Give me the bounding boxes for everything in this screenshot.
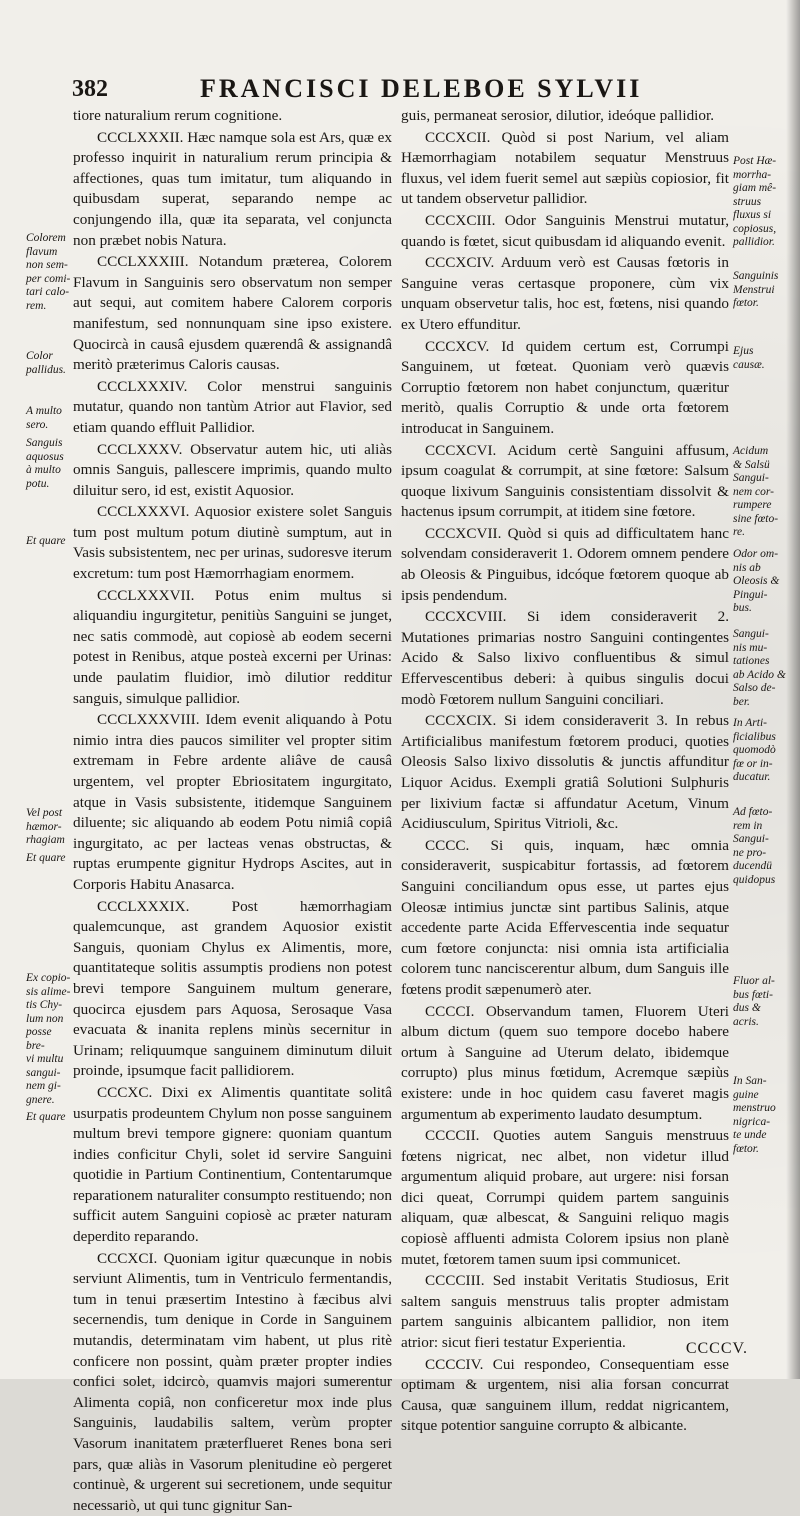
margin-note-line: rem. (26, 299, 47, 312)
page-header (72, 74, 732, 110)
margin-note-line: In San- (733, 1075, 767, 1087)
paragraph-p400: CCCC. Si quis, inquam, hæc omnia consideraverit, suspicabitur fortassis, ad fœtorem Sanguini conciliandum opus esse, ut partes ejus Oleosæ intimius junctæ sint partibus Salinis, atque accedente parte Acida Effervescentia inde sequatur cum fœtore conjuncta: nisi omnia ista artificialia colorem tunc nanciscerentur album, dum Sanguis ille fœtens prodit sæpenumerò ater. (401, 836, 729, 998)
margin-note-r8 (733, 806, 775, 887)
paragraph-p401: CCCCI. Observandum tamen, Fluorem Uteri album dictum (quem suo tempore docebo habere ortum à Sanguine ad Uterum delato, ibidemque corrupto) plus minus fœtidum, Acremque sæpiùs existere: unde in hoc quidem casu faveret magis argumentum ab experimento laudato desumptum. (401, 1002, 729, 1123)
margin-note-r1 (733, 155, 776, 250)
margin-note-line: per comi- (26, 272, 71, 285)
margin-note-line: Et quare (26, 535, 66, 547)
margin-note-line: Et quare (26, 1111, 66, 1123)
page-gutter-shadow (786, 0, 800, 1379)
margin-note-line: fœ or in- (733, 757, 773, 770)
margin-note-n3 (26, 405, 62, 432)
margin-note-r5 (733, 548, 779, 616)
margin-note-line: aquosus (26, 450, 64, 463)
margin-note-line: Ad fœto- (733, 806, 773, 818)
margin-note-line: ficialibus (733, 730, 776, 743)
margin-note-line: morrha- (733, 168, 772, 181)
margin-note-line: Menstrui (733, 283, 775, 296)
margin-note-line: rem in (733, 819, 763, 832)
continued-paragraph: guis, permaneat serosior, dilutior, ideóque pallidior. (401, 107, 715, 124)
margin-note-line: Et quare (26, 852, 66, 864)
margin-note-line: Fluor al- (733, 975, 775, 987)
margin-note-line: dus & (733, 1002, 761, 1014)
margin-note-line: re. (733, 526, 746, 538)
paragraph-p384: CCCLXXXIV. Color menstrui sanguinis mutatur, quando non tantùm Atrior aut Flavior, sed etiam quando effluit Pallidior. (73, 377, 392, 436)
margin-note-n9 (26, 1111, 66, 1125)
margin-note-line: nis ab (733, 561, 761, 574)
margin-note-line: acris. (733, 1015, 759, 1028)
right-text-column (401, 106, 729, 1437)
margin-note-line: Oleosis & (733, 575, 780, 587)
paragraph-p393: CCCXCIII. Odor Sanguinis Menstrui mutatur, quando is fœtet, sicut quibusdam id aliquando evenit. (401, 211, 729, 250)
margin-note-line: Ex copio- (26, 972, 71, 984)
margin-note-line: posse bre- (26, 1026, 52, 1052)
paragraph-p382: CCCLXXXII. Hæc namque sola est Ars, quæ ex professo inquirit in naturalium rerum principia & affectiones, quas tum imitatur, tum aliquando in quibusdam superat, separando nempe ac conjungendo illa, quæ ita separata, vel conjuncta non præbet nobis Natura. (73, 128, 392, 249)
margin-note-line: ab Acido & (733, 668, 786, 681)
margin-note-line: tari calo- (26, 286, 70, 298)
margin-note-line: Sangui- (733, 833, 769, 845)
margin-note-line: bus. (733, 602, 752, 614)
margin-note-n5 (26, 535, 66, 549)
margin-note-line: Post Hæ- (733, 155, 777, 167)
margin-note-r9 (733, 975, 775, 1029)
page-number: 382 (72, 76, 108, 102)
margin-note-line: fœtor. (733, 297, 759, 309)
margin-note-line: struus (733, 195, 762, 208)
margin-note-line: Sangui- (733, 628, 769, 640)
margin-note-line: Salso de- (733, 682, 776, 694)
margin-note-line: In Arti- (733, 717, 767, 729)
margin-note-r2 (733, 270, 778, 311)
margin-note-r3 (733, 345, 765, 372)
margin-note-line: ducatur. (733, 771, 771, 783)
paragraph-p399: CCCXCIX. Si idem consideraverit 3. In rebus Artificialibus manifestum fœtorem produci, quoties Oleosis Salso lixivo dissolutis & junctis affunditur Liquor Acidus. Exempli gratiâ Solutioni Sulphuris per lixivium factæ si affundatur Acetum, Vinum Acidiusculum, Spiritus Vitrioli, &c. (401, 712, 729, 833)
margin-note-line: rumpere (733, 499, 772, 511)
margin-note-line: sero. (26, 418, 49, 431)
margin-note-line: giam mê- (733, 182, 777, 194)
margin-note-n1 (26, 232, 70, 313)
margin-note-line: menstruo (733, 1102, 776, 1114)
margin-note-line: non sem- (26, 259, 68, 271)
margin-note-line: sangui- (26, 1066, 61, 1079)
margin-note-line: ne pro- (733, 846, 767, 859)
margin-note-line: tis Chy- (26, 999, 63, 1011)
paragraph-p392: CCCXCII. Quòd si post Narium, vel aliam Hæmorrhagiam notabilem sequatur Menstruus fluxus, vel idem fuerit semel aut sæpiùs copiosior, fit ut tandem observetur pallidior. (401, 128, 729, 208)
margin-note-line: sine fœto- (733, 512, 779, 525)
margin-note-line: fœtor. (733, 1142, 759, 1155)
margin-note-line: potu. (26, 477, 50, 490)
margin-note-r4 (733, 445, 778, 540)
margin-note-n6 (26, 807, 65, 848)
margin-note-line: hæmor- (26, 820, 62, 833)
margin-note-line: Color (26, 350, 53, 362)
paragraph-p395: CCCXCV. Id quidem certum est, Corrumpi Sanguinem, ut fœteat. Quoniam verò quævis Corruptio fœtorem non habet conjunctum, quæritur meritò, qualis Corruptio & unde orta fœtorem introducat in Sanguinem. (401, 337, 729, 437)
paragraph-p394: CCCXCIV. Arduum verò est Causas fœtoris in Sanguine veras certasque proponere, cùm vix unquam observetur talis, hoc est, fœtens, nisi quando ex Utero effunditur. (401, 254, 729, 333)
paragraph-p404: CCCCIV. Cui respondeo, Consequentiam esse optimam & urgentem, nisi alia forsan concurrat Causa, quæ sanguinem illum, reddat nigricantem, sitque potentior sanguine corrupto & albicante. (401, 1355, 729, 1435)
paragraph-p391: CCCXCI. Quoniam igitur quæcunque in nobis serviunt Alimentis, tum in Ventriculo fermentandis, tum in tenui præsertim Intestino à fæcibus alvi secernendis, tum denique in Corde in Sanguinem mutandis, determinatam vim habent, ut plus ritè conficere non possint, quàm præter propter indies confici solet, idcircò, quamvis majori sumerentur Alimenta copiâ, non conficeretur mox inde plus Sanguinis, laudabilis saltem, verùm propter Vasorum inanitatem præterflueret Renes bona seri pars, quæ aliàs in Vasorum plenitudine eò pergeret continuè, & urgerent sui secretionem, unde sequitur necessariò, ut qui tunc gignitur San- (73, 1249, 392, 1514)
margin-note-line: te unde (733, 1129, 767, 1141)
paragraph-p402: CCCCII. Quoties autem Sanguis menstruus fœtens nigricat, nec albet, non videtur illud argumentum aliquid probare, aut urgere: nisi forsan dici queat, Corrumpi quidem partem sanguinis aliquam, quæ albescat, & Sanguini reliquo magis copiosè affluenti admista Colorem ipsius non planè mutet, fœtorem tamen suum ipsi communicet. (401, 1127, 729, 1268)
margin-note-line: Sangui- (733, 472, 769, 484)
margin-note-line: pallidus. (26, 363, 66, 376)
margin-note-line: pallidior. (733, 236, 775, 248)
margin-note-line: Vel post (26, 807, 63, 819)
margin-note-line: quomodò (733, 744, 776, 756)
margin-note-line: ducendü (733, 860, 772, 872)
margin-note-n8 (26, 972, 72, 1107)
margin-note-line: sis alime- (26, 985, 71, 998)
margin-note-line: rhagiam (26, 834, 65, 846)
margin-note-line: bus fœti- (733, 988, 773, 1001)
catchword: CCCCV. (685, 1340, 748, 1357)
margin-note-line: nis mu- (733, 641, 768, 654)
margin-note-line: ber. (733, 695, 750, 708)
paragraph-p389: CCCLXXXIX. Post hæmorrhagiam qualemcunque, ast grandem Aquosior existit Sanguis, quoniam Chylus ex Alimentis, more, quantitateque solitis assumptis prodiens non potest brevi tempore Sanguinem multum generare, quocirca ejusdem pars Aquosa, Serosaque Vasa evacuata & inanita replens minùs secernitur in Urinam; reliquumque sanguinem diminutum diluit proinde, ipsumque facit pallidiorem. (73, 897, 392, 1080)
margin-note-line: Odor om- (733, 548, 779, 560)
margin-note-line: vi multu (26, 1053, 64, 1065)
margin-note-line: quidopus (733, 873, 776, 886)
margin-note-n4 (26, 437, 64, 491)
margin-note-line: nem cor- (733, 485, 774, 498)
paragraph-p396: CCCXCVI. Acidum certè Sanguini affusum, ipsum coagulat & corrumpit, at sine fœtore: Salsum quoque lixivum Sanguinis consistentiam dissolvit & hactenus ipsum corrumpit, at itidem sine fœtore. (401, 441, 729, 521)
margin-note-line: copiosus, (733, 222, 777, 235)
paragraph-p388: CCCLXXXVIII. Idem evenit aliquando à Potu nimio intra dies paucos similiter vel propter sitim extremam in Febre ardente aliâve de causâ urgentem, vel propter Ebriositatem ingurgitato, atque in Vasis subsistente, itidemque Sanguinem diluente; sic aliquando ab eodem Potu nimiâ copiâ ingurgitato, ac per lacteas venas obstructas, & ruptas erumpente gignitur Hydrops Ascites, aut in Corporis Habitu Anasarca. (73, 711, 392, 893)
paragraph-p398: CCCXCVIII. Si idem consideraverit 2. Mutationes primarias nostro Sanguini contingentes Acido & Salso lixivo confluentibus & simul Effervescentibus deberi: à quibus singulis docui modò Fœtorem nullum Sanguini conciliari. (401, 608, 729, 708)
margin-note-r10 (733, 1075, 776, 1156)
paragraph-p403: CCCCIII. Sed instabit Veritatis Studiosus, Erit saltem sanguis menstruus talis propter admistam partem sanguinis albicantem pallidior, non item atrior: sicut fieri testatur Experientia. (401, 1272, 729, 1352)
paragraph-p397: CCCXCVII. Quòd si quis ad difficultatem hanc solvendam consideraverit 1. Odorem omnem pendere ab Oleosis & Pinguibus, idcóque fœtorem quoque ab ipsis pendendum. (401, 524, 729, 604)
margin-note-n7 (26, 852, 66, 866)
margin-note-line: Acidum (733, 445, 769, 457)
margin-note-line: Sanguinis (733, 270, 779, 282)
margin-note-line: à multo (26, 464, 61, 476)
margin-note-line: & Salsü (733, 458, 770, 471)
margin-note-line: Pingui- (733, 588, 768, 601)
margin-note-line: causæ. (733, 358, 765, 371)
margin-note-n2 (26, 350, 66, 377)
paragraph-p387: CCCLXXXVII. Potus enim multus si aliquandiu ingurgitetur, penitiùs Sanguini se junget, nec satis commodè, aut copiosè ab eodem secerni potest in Renibus, atque posteà excerni per Urinas: unde paulatim fluidior, imò dilutior redditur sanguis, simulque pallidior. (73, 586, 392, 707)
margin-note-line: Colorem (26, 232, 66, 244)
margin-note-line: flavum (26, 245, 58, 258)
margin-note-line: nem gi- (26, 1080, 61, 1092)
margin-note-line: guine (733, 1088, 759, 1101)
paragraph-p385: CCCLXXXV. Observatur autem hic, uti aliàs omnis Sanguis, pallescere imprimis, quando multo diluitur sero, id est, existit Aquosior. (73, 440, 392, 499)
margin-note-line: fluxus si (733, 209, 772, 221)
margin-note-line: Ejus (733, 345, 754, 357)
paragraph-p386: CCCLXXXVI. Aquosior existere solet Sanguis tum post multum potum diutinè sumptum, aut in Vasis subsistentem, nec per urinas, sudoresve iterum excretum: tum post Hæmorrhagiam enormem. (73, 503, 392, 583)
paragraph-p383: CCCLXXXIII. Notandum præterea, Colorem Flavum in Sanguinis sero observatum non semper aut sequi, aut comitem habere Calorem corporis manifestum, sed nonnunquam sine ipso existere. Quocircà in causâ ejusdem quærendâ & assignandâ meritò præterimus Caloris causas. (73, 253, 392, 374)
running-title: FRANCISCI DELEBOE SYLVII (200, 74, 643, 103)
continued-paragraph: tiore naturalium rerum cognitione. (73, 107, 283, 124)
margin-note-r6 (733, 628, 786, 709)
margin-note-line: nigrica- (733, 1115, 771, 1128)
margin-note-line: lum non (26, 1012, 64, 1025)
left-text-column (73, 106, 392, 1516)
margin-note-line: gnere. (26, 1093, 55, 1106)
margin-note-line: tationes (733, 655, 770, 667)
margin-note-line: Sanguis (26, 437, 63, 449)
margin-note-line: A multo (26, 405, 62, 417)
paragraph-p390: CCCXC. Dixi ex Alimentis quantitate solitâ usurpatis prodeuntem Chylum non posse sanguinem multum brevi tempore gignere: quoniam quantum indies conficitur Chyli, solet id servire Sanguini quotidie in Partium Continentium, Contentarumque reparationem naturaliter consumpto restituendo; non sufficit autem Sanguini copiosè ac præter naturam deperdito reparando. (73, 1083, 392, 1246)
margin-note-r7 (733, 717, 776, 785)
